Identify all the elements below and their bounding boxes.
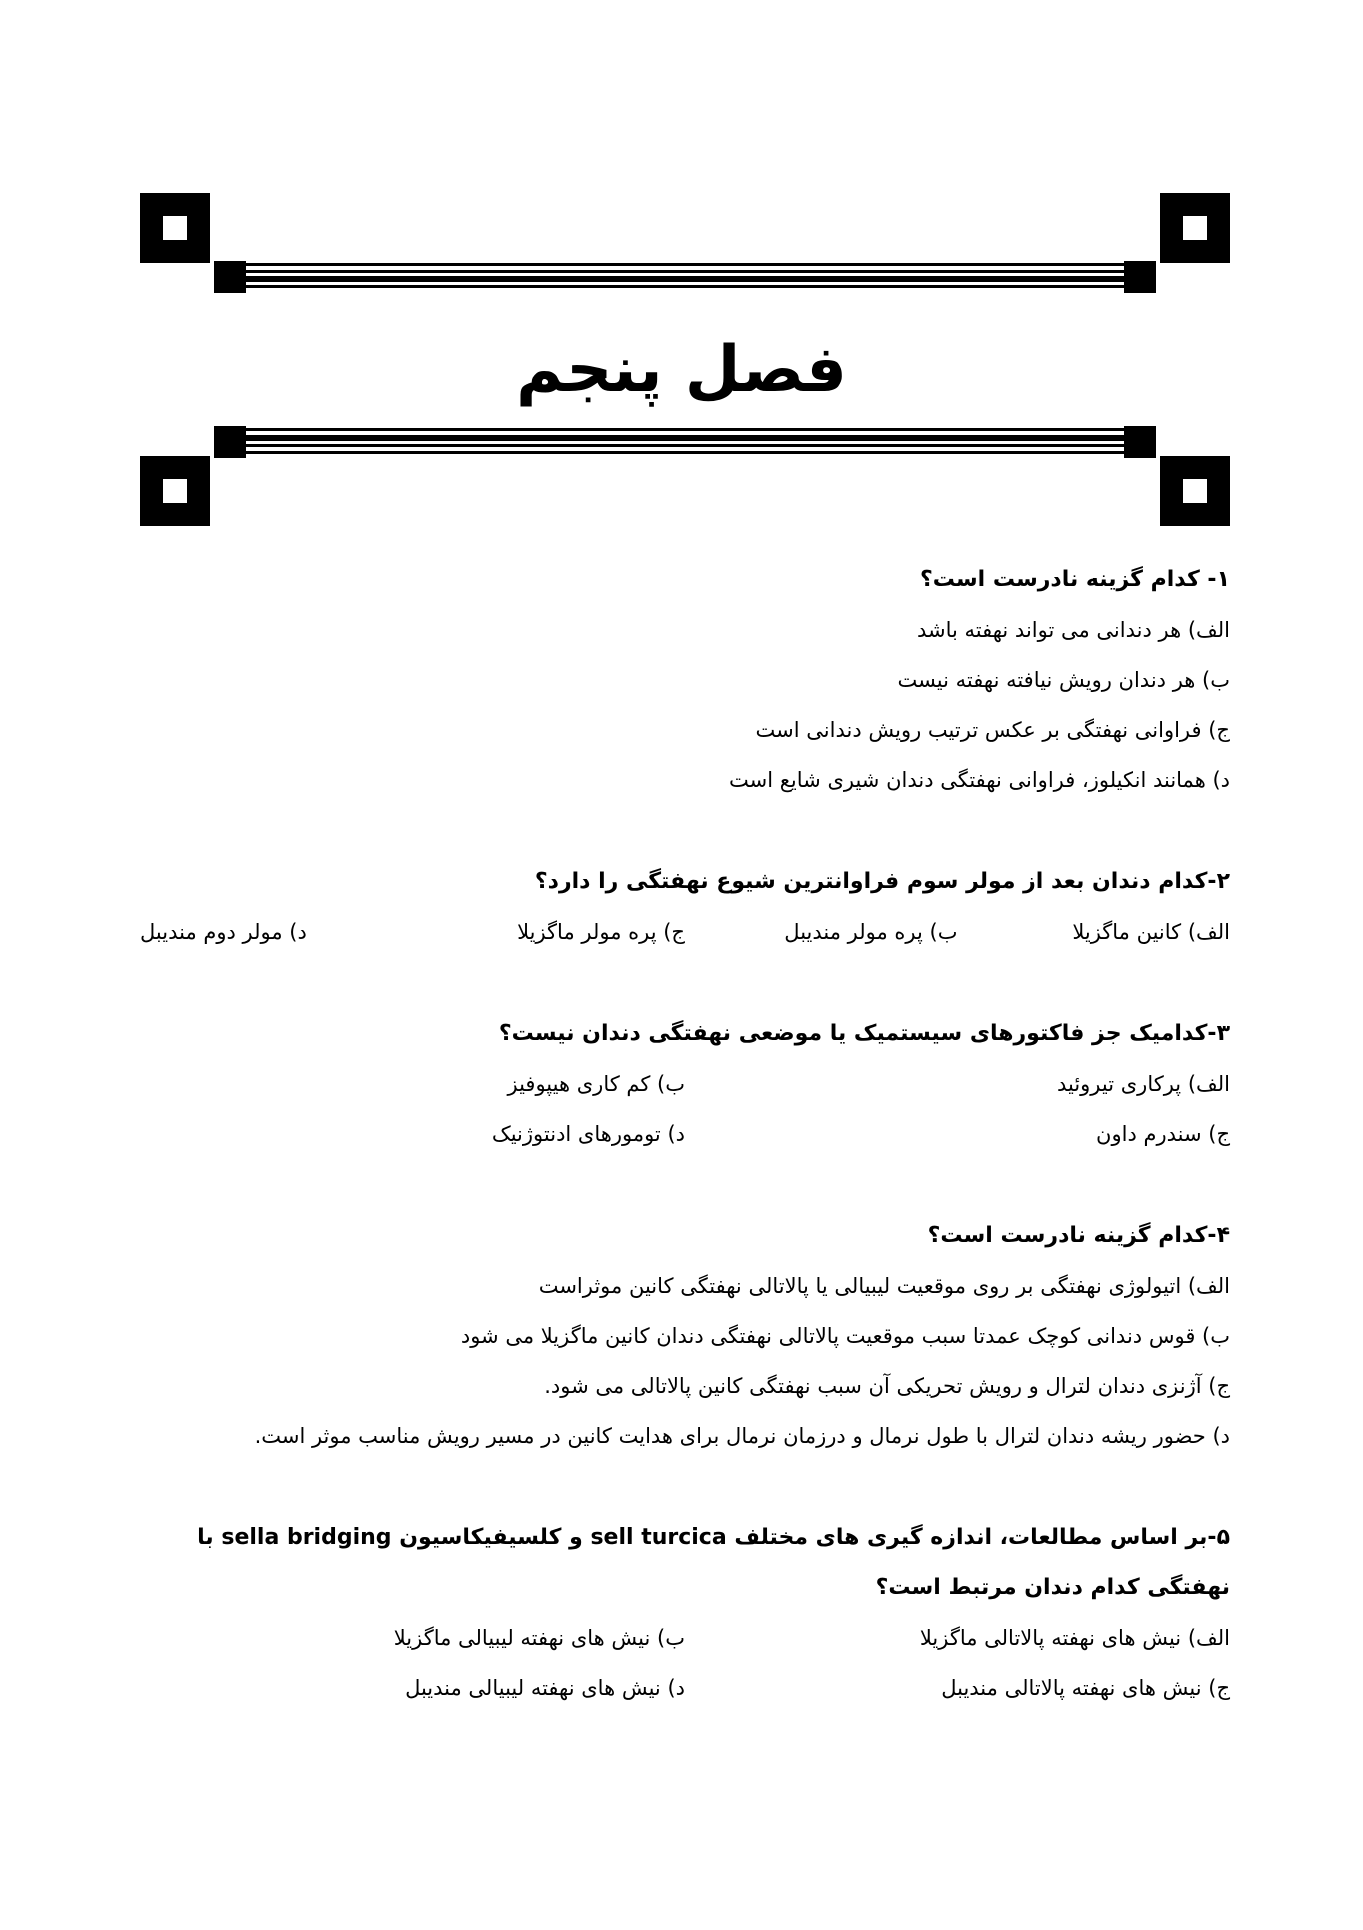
question-text (140, 1513, 1230, 1613)
frame-rule (243, 428, 1127, 456)
options-row (140, 1663, 1230, 1713)
frame-joint-square (214, 261, 246, 293)
option-a: الف) پرکاری تیروئید (1056, 1072, 1230, 1096)
frame-joint-square (1124, 261, 1156, 293)
option-c: ج) پره مولر ماگزیلا (517, 920, 685, 944)
question-text: ۴-کدام گزینه نادرست است؟ (927, 1223, 1230, 1248)
question-2 (140, 857, 1230, 957)
options-row (140, 1613, 1230, 1663)
option-b: ب) پره مولر مندیبل (784, 920, 958, 944)
option-d: د) مولر دوم مندیبل (140, 920, 307, 944)
question-text-part: با نهفتگی کدام دندان مرتبط است؟ (197, 1525, 1230, 1600)
question-4 (140, 1211, 1230, 1461)
chapter-frame-bottom (140, 426, 1230, 516)
question-text-part: ۵-بر اساس مطالعات، اندازه گیری های مختلف (734, 1525, 1230, 1550)
option-a: الف) اتیولوژی نهفتگی بر روی موقعیت لیبیالی یا پالاتالی نهفتگی کانین موثراست (538, 1274, 1230, 1298)
frame-corner-square (1160, 456, 1230, 526)
question-text: ۳-کدامیک جز فاکتورهای سیستمیک یا موضعی نهفتگی دندان نیست؟ (498, 1021, 1230, 1046)
question-text: ۲-کدام دندان بعد از مولر سوم فراوانترین شیوع نهفتگی را دارد؟ (534, 869, 1230, 894)
frame-joint-square (214, 426, 246, 458)
question-1 (140, 555, 1230, 805)
option-d: د) حضور ریشه دندان لترال با طول نرمال و درزمان نرمال برای هدایت کانین در مسیر رویش مناسب موثر است. (254, 1424, 1230, 1448)
question-text: ۱- کدام گزینه نادرست است؟ (919, 567, 1230, 592)
frame-corner-square (140, 193, 210, 263)
option-a: الف) هر دندانی می تواند نهفته باشد (916, 618, 1230, 642)
option-c: ج) سندرم داون (1096, 1122, 1230, 1146)
question-text-part: و کلسیفیکاسیون (399, 1525, 583, 1550)
question-5 (140, 1513, 1230, 1713)
frame-corner-square (1160, 193, 1230, 263)
chapter-frame-top (140, 193, 1230, 283)
question-3 (140, 1009, 1230, 1159)
option-c: ج) آژنزی دندان لترال و رویش تحریکی آن سبب نهفتگی کانین پالاتالی می شود. (544, 1374, 1230, 1398)
option-d: د) نیش های نهفته لیبیالی مندیبل (405, 1676, 685, 1700)
option-a: الف) نیش های نهفته پالاتالی ماگزیلا (919, 1626, 1230, 1650)
option-c: ج) نیش های نهفته پالاتالی مندیبل (941, 1676, 1230, 1700)
frame-joint-square (1124, 426, 1156, 458)
questions-list (140, 555, 1230, 1713)
options-row (140, 907, 1230, 957)
option-c: ج) فراوانی نهفتگی بر عکس ترتیب رویش دندانی است (755, 718, 1230, 742)
frame-corner-square (140, 456, 210, 526)
option-b: ب) نیش های نهفته لیبیالی ماگزیلا (393, 1626, 685, 1650)
option-b: ب) هر دندان رویش نیافته نهفته نیست (897, 668, 1230, 692)
question-term: sell turcica (590, 1525, 727, 1550)
options-row (140, 1059, 1230, 1109)
frame-rule (243, 263, 1127, 291)
question-term: sella bridging (221, 1525, 392, 1550)
options-row (140, 1109, 1230, 1159)
option-b: ب) قوس دندانی کوچک عمدتا سبب موقعیت پالاتالی نهفتگی دندان کانین ماگزیلا می شود (460, 1324, 1230, 1348)
option-d: د) همانند انکیلوز، فراوانی نهفتگی دندان شیری شایع است (729, 768, 1230, 792)
option-b: ب) کم کاری هیپوفیز (507, 1072, 685, 1096)
option-d: د) تومورهای ادنتوژنیک (491, 1122, 685, 1146)
chapter-title: فصل پنجم (516, 333, 847, 407)
option-a: الف) کانین ماگزیلا (1072, 920, 1230, 944)
